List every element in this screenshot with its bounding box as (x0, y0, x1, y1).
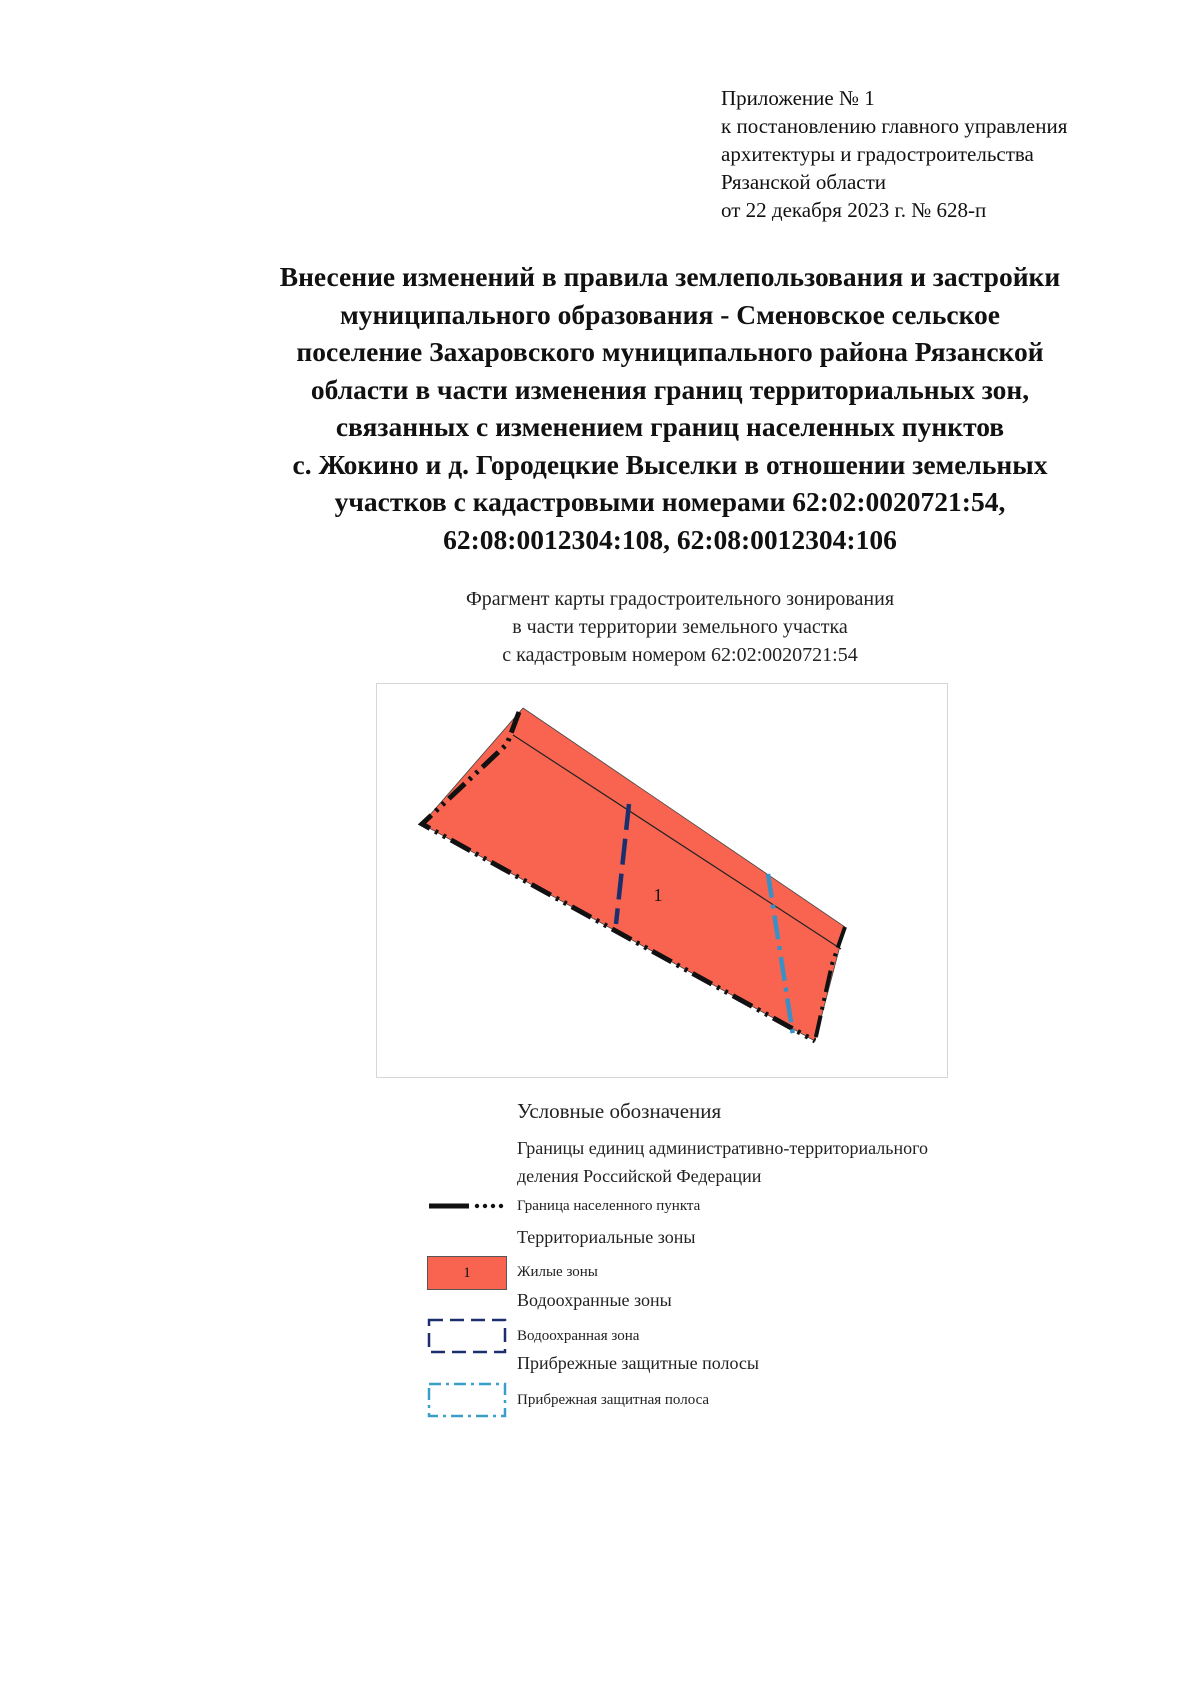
legend-settlement-boundary: Граница населенного пункта (517, 1198, 701, 1214)
document-title (150, 258, 1190, 558)
title-line: 62:08:0012304:108, 62:08:0012304:106 (443, 523, 897, 555)
appendix-line: архитектуры и градостроительства (721, 142, 1034, 166)
legend-admin-header: Границы единиц административно-территориального (517, 1138, 929, 1158)
title-line: связанных с изменением границ населенных пунктов (335, 411, 1005, 442)
title-line: Внесение изменений в правила землепользования и застройки (279, 261, 1061, 292)
appendix-line: Рязанской области (721, 170, 887, 194)
caption-line: с кадастровым номером 62:02:0020721:54 (502, 644, 858, 666)
legend-coastal-strip: Прибрежная защитная полоса (517, 1392, 710, 1408)
appendix-line: от 22 декабря 2023 г. № 628-п (721, 198, 987, 222)
title-line: с. Жокино и д. Городецкие Выселки в отношении земельных (292, 448, 1048, 480)
map-caption (300, 585, 1060, 669)
zoning-map-svg (377, 684, 947, 1077)
title-line: участков с кадастровыми номерами 62:02:0020721:54, (334, 486, 1006, 517)
coastal-strip-swatch (427, 1382, 507, 1418)
caption-line: в части территории земельного участка (512, 616, 848, 638)
legend-territorial-zones: Территориальные зоны (517, 1227, 696, 1247)
water-protection-swatch (427, 1318, 507, 1354)
legend-water-protection-zone: Водоохранная зона (517, 1328, 640, 1344)
appendix-line: Приложение № 1 (721, 86, 875, 110)
legend-water-protection-zones: Водоохранные зоны (517, 1290, 672, 1310)
title-line: области в части изменения границ территориальных зон, (310, 373, 1030, 405)
legend-residential-zones: Жилые зоны (517, 1264, 598, 1280)
title-line: поселение Захаровского муниципального района Рязанской (296, 336, 1044, 367)
appendix-header (721, 84, 1067, 224)
zoning-map-fragment (376, 683, 948, 1078)
title-line: муниципального образования - Сменовское сельское (339, 298, 1001, 330)
legend-title: Условные обозначения (517, 1099, 722, 1123)
residential-zone-polygon (422, 708, 845, 1041)
appendix-line: к постановлению главного управления (721, 114, 1068, 138)
legend-coastal-strips: Прибрежные защитные полосы (517, 1353, 760, 1373)
residential-zone-swatch: 1 (427, 1256, 507, 1290)
settlement-boundary-swatch (427, 1200, 507, 1212)
zone-number-label: 1 (653, 885, 663, 905)
caption-line: Фрагмент карты градостроительного зонирования (465, 588, 895, 610)
legend-admin-header-line2: деления Российской Федерации (517, 1166, 762, 1186)
